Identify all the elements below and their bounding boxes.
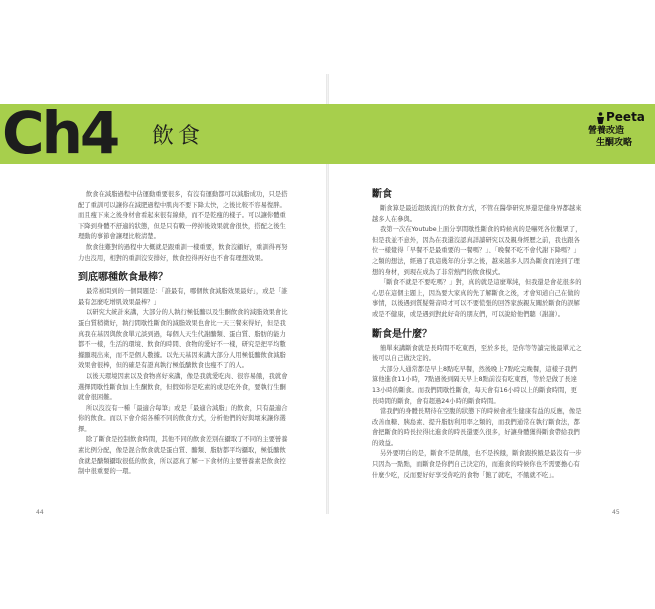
brand-logo	[568, 110, 652, 160]
body-paragraph: 以研究大統計來講，大部分的人執行極低醣以及生酮飲食的減脂效果會比蛋白質稍微好，執行間歇性斷食的減脂效果也會比一天三餐來得好，但是我真我在基因與飲食單元談到過，每個人天生代謝醣類、蛋白質、脂肪的能力都不一樣，生活的環境、飲食的時間、食物的愛好不一樣，研究是把平均數據顯現出來，而不是個人數據。以先天基因來講大部分人用極低醣飲食減脂效果會很棒，但的確是有證真執行極低醣飲食也瘦不了的人。	[78, 309, 288, 370]
left-page-body	[78, 190, 288, 478]
chapter-number: Ch4	[2, 99, 118, 167]
brand-name: Peeta	[606, 110, 645, 124]
body-paragraph: 我第一次在Youtube上面分享間歇性斷食的時候真的是嚇死各位觀眾了，但是我並不意外，因為在我還沒認真詳讀研究以及親身經歷之前，我也跟各位一樣覺得「早餐不是最重要的一餐嗎？」、「晚餐不吃不會代謝下降嗎？」之類的想法，經過了我這幾年的分享之後，越來越多人因為斷食而達到了理想的身材，到現在成為了非常熱門的飲食模式。	[372, 226, 582, 276]
brand-line-2: 生酮攻略	[596, 138, 633, 148]
intro-paragraph: 飲食在減脂過程中佔運動重要很多，有沒有運動都可以減脂成功，只是搭配了重訓可以讓你在減肥過程中肌肉不要下降太快，之後比較不容易復胖。而且瘦下來之後身材會看起來很有線條，而不是乾瘦的樣子。可以讓你體重下降到身體不舒適的狀態，但是只有戰一停掉後效果就會很快，搭配之後生理動的事節會讓理比較淸楚。	[78, 191, 288, 241]
body-paragraph: 當我們的身體長期待在空腹的狀態下的時候會產生健康有益的反應，像是改善血糖、胰島素、提升脂肪利用率之類的，而我們通常在執行斷食法，都會把斷食的時長拉得比進食的時長還要久很多，好讓身體獲得斷食帶給我們的效益。	[372, 408, 582, 447]
body-paragraph: 除了斷食是控制飲食時間，其他不同的飲食差別在攝取了不同的主要營養素比例分配，像是混合飲食就是蛋白質、醣類、脂肪都平均攝取，極低醣飲食就是醣類攝取很低的飲食，所以認真了解一下食材的主要營養素是飲食控制中很重要的一環。	[78, 436, 288, 476]
body-paragraph: 另外要明白的是，斷食不是飢餓，也不是挨餓，斷食跟挨餓是最沒有一步只因為一點點，而斷食是你們自己決定的，而進食的時候你也不需要擔心有什麼少吃，反而要好好享受你吃的食物「飽了就吃，不餓就不吃」。	[372, 450, 582, 479]
intro-paragraph: 飲食往難對的過程中大概就是跟重訓一樣重要，飲食沒顧好，重訓得再努力也沒用，相對的重訓沒安排好，飲食控得再好也不會有理想效果。	[78, 243, 288, 262]
figure-icon	[596, 112, 605, 124]
chapter-title: 飲食	[152, 124, 205, 149]
body-paragraph: 以後天環境因素以及食物喜好來講，像是我就愛吃肉、很容易餓，我就會選擇間歇性斷食加上生酮飲食，但假如你是吃素的或是吃外食，要執行生酮就會很困難。	[78, 372, 288, 402]
section-heading-best-diet: 到底哪種飲食最棒？	[78, 272, 168, 284]
body-paragraph: 簡單來講斷食就是長時間不吃東西，至於多長，是你等等讀完後最單元之後可以自己做決定的。	[372, 344, 582, 363]
body-paragraph: 所以沒沒有一種「最適合每筆」或是「最適合減脂」的飲食，只有最適合你的飲食。而以下會介紹各種不同的飲食方式，分析他們的好與壞來讓你選擇。	[78, 404, 288, 433]
body-paragraph: 最常被問到的一個問題是：「誰最有，哪個飲食減脂效果最好」，或是「誰最有怎麼吃增肌效果最棒？」	[78, 288, 288, 306]
right-page-body	[372, 188, 582, 481]
body-paragraph: 「斷食不就是不要吃嗎？」對，真的就是這麼單純，但我還是會花很多的心思在這個主題上，因為要大家真的先了解斷食之後，才會知道自己在做的事情，以後遇到質疑聲音時才可以不要慌張的回答家族親友關於斷食的誤解或是不健康，或是遇到對此好奇的朋友們，可以說給他們聽（謝謝）。	[372, 279, 582, 318]
brand-line-1: 營養改造	[588, 126, 625, 136]
section-heading-fasting: 斷食	[372, 189, 392, 200]
page-number-left: 44	[36, 509, 44, 516]
page-number-right: 45	[612, 509, 620, 516]
section-heading-what-is-fasting: 斷食是什麼？	[372, 328, 432, 340]
body-paragraph: 斷食算是最近超級流行的飲食方式，不管在醫學研究界還是健身界都越來越多人在參與。	[372, 205, 582, 223]
body-paragraph: 大部分人通常都是早上8點吃早餐，然後晚上7點吃完晚餐，這樣子我們算他進食11小時，7點過後到隔天早上8點前沒有吃東西，等於是做了長達13小時的斷食。而我們間歇性斷食，每天會有16小時以上的斷食時間，更長時間的斷食，會有超過24小時的斷食時間。	[372, 365, 577, 405]
